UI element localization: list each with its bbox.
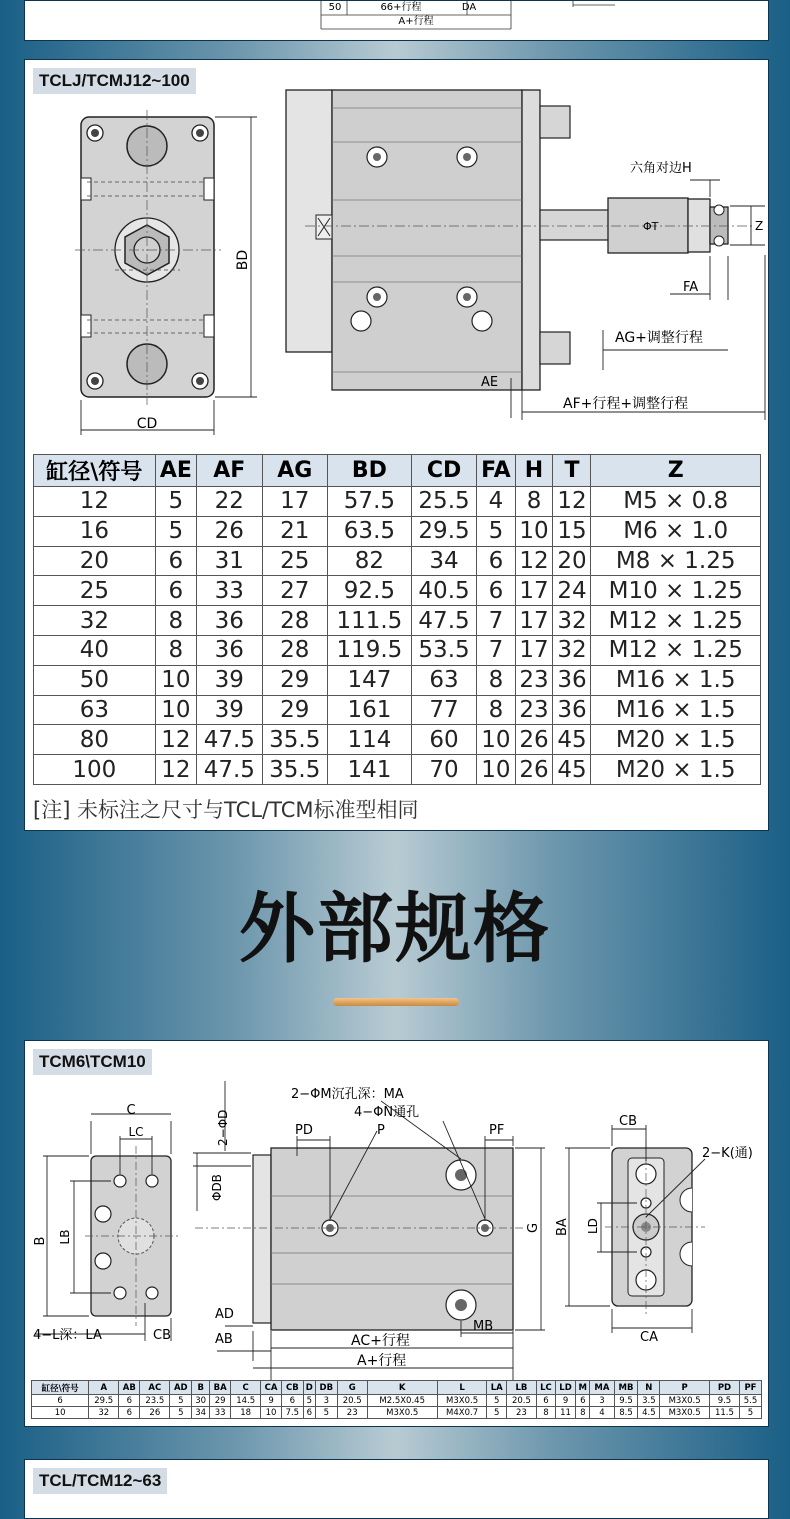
table-cell: 8 (155, 635, 196, 665)
table-cell: 32 (89, 1407, 119, 1419)
section-title: TCLJ/TCMJ12~100 (33, 68, 196, 94)
table-cell: 29 (262, 695, 327, 725)
table-cell: M3X0.5 (660, 1395, 710, 1407)
table-cell: 10 (32, 1407, 89, 1419)
table-cell: 14.5 (231, 1395, 261, 1407)
table-cell: 29 (210, 1395, 231, 1407)
table-cell: 12 (34, 487, 156, 517)
column-header: LD (555, 1381, 575, 1395)
table-cell: 5 (170, 1407, 192, 1419)
table-row (34, 725, 761, 755)
table-row (34, 546, 761, 576)
table-cell: 70 (411, 755, 476, 785)
table-cell: 9 (555, 1395, 575, 1407)
table-cell: 10 (261, 1407, 282, 1419)
table-cell: 8 (477, 665, 515, 695)
z-label: Z (755, 219, 764, 233)
table-cell: 18 (231, 1407, 261, 1419)
table-cell: 5 (170, 1395, 192, 1407)
table-cell: 28 (262, 635, 327, 665)
table-cell: 34 (411, 546, 476, 576)
column-header: FA (477, 455, 515, 487)
column-header: T (553, 455, 591, 487)
table-cell: 161 (328, 695, 412, 725)
section-title: TCL/TCM12~63 (33, 1468, 167, 1494)
a-label: A+行程 (357, 1353, 407, 1369)
table-cell: 26 (515, 725, 553, 755)
table-cell: 32 (34, 606, 156, 636)
table-header-row (34, 455, 761, 487)
mb-label: MB (473, 1319, 494, 1334)
table-cell: 28 (262, 606, 327, 636)
table-cell: M12 × 1.25 (591, 606, 761, 636)
column-header: BD (328, 455, 412, 487)
table-cell: 8.5 (614, 1407, 638, 1419)
table-cell: 8 (536, 1407, 555, 1419)
table-note: [注] 未标注之尺寸与TCL/TCM标准型相同 (33, 798, 419, 822)
table-row (34, 487, 761, 517)
table-cell: 20.5 (337, 1395, 367, 1407)
cd-label: CD (136, 416, 158, 432)
table-cell: 26 (140, 1407, 170, 1419)
table-cell: 5.5 (739, 1395, 761, 1407)
table-cell: 80 (34, 725, 156, 755)
table-cell: 10 (477, 755, 515, 785)
table-cell: 36 (197, 606, 262, 636)
column-header: AC (140, 1381, 170, 1395)
table-cell: 35.5 (262, 755, 327, 785)
column-header: D (303, 1381, 315, 1395)
table-row (32, 1395, 762, 1407)
table-cell: 50 (34, 665, 156, 695)
column-header: K (367, 1381, 437, 1395)
table-cell: 8 (576, 1407, 590, 1419)
table-cell: 9.5 (709, 1395, 739, 1407)
table-cell: 7.5 (281, 1407, 303, 1419)
table-cell: 6 (155, 576, 196, 606)
tcm-front-view (555, 1114, 753, 1345)
db-label: ΦDB (210, 1174, 224, 1201)
ac-label: AC+行程 (351, 1333, 410, 1349)
table-cell: M3X0.5 (660, 1407, 710, 1419)
table-cell: 17 (515, 576, 553, 606)
af-label: AF+行程+调整行程 (563, 396, 689, 412)
table-cell: 10 (515, 516, 553, 546)
table-cell: 31 (197, 546, 262, 576)
table-cell: 23.5 (140, 1395, 170, 1407)
table-cell: 23 (515, 665, 553, 695)
table-cell: 6 (119, 1395, 140, 1407)
table-cell: 23 (515, 695, 553, 725)
table-cell: M2.5X0.45 (367, 1395, 437, 1407)
table-cell: M10 × 1.25 (591, 576, 761, 606)
table-cell: 35.5 (262, 725, 327, 755)
k-label: 2−K(通) (702, 1146, 753, 1161)
table-cell: 6 (303, 1407, 315, 1419)
table-row (34, 755, 761, 785)
hex-label: 六角对边H (630, 161, 692, 176)
table-cell: 40.5 (411, 576, 476, 606)
m-label: 2−ΦM沉孔深：MA (291, 1087, 404, 1102)
table-cell: 10 (155, 665, 196, 695)
top-fragment-panel (24, 0, 769, 41)
table-cell: 32 (553, 606, 591, 636)
column-header: AB (119, 1381, 140, 1395)
section-tcl-panel (24, 1459, 769, 1519)
pd-label: PD (295, 1123, 313, 1138)
column-header: G (337, 1381, 367, 1395)
l-label: 4−L深：LA (33, 1328, 102, 1343)
column-header: M (576, 1381, 590, 1395)
table-row (34, 576, 761, 606)
table-cell: 92.5 (328, 576, 412, 606)
table-cell: M12 × 1.25 (591, 635, 761, 665)
table-cell: 39 (197, 665, 262, 695)
table-cell: 45 (553, 725, 591, 755)
page-heading: 外部规格 (239, 884, 551, 973)
table-cell: 9 (261, 1395, 282, 1407)
table-row (34, 606, 761, 636)
table-cell: 12 (155, 755, 196, 785)
table-cell: M4X0.7 (437, 1407, 487, 1419)
column-header: LB (506, 1381, 536, 1395)
table-cell: 17 (515, 635, 553, 665)
table-cell: 23 (337, 1407, 367, 1419)
ba-label: BA (555, 1218, 570, 1236)
table-cell: 24 (553, 576, 591, 606)
section-title: TCM6\TCM10 (33, 1049, 152, 1075)
bd-label: BD (235, 249, 251, 271)
c-label: C (126, 1103, 136, 1118)
table-cell: 147 (328, 665, 412, 695)
table-cell: 7 (477, 635, 515, 665)
phi-t-label: ΦT (643, 220, 659, 233)
table-cell: 20.5 (506, 1395, 536, 1407)
table-cell: 17 (515, 606, 553, 636)
table-cell: 25 (34, 576, 156, 606)
table-cell: 6 (536, 1395, 555, 1407)
table-cell: 8 (477, 695, 515, 725)
table-cell: 12 (553, 487, 591, 517)
column-header: LA (487, 1381, 507, 1395)
spec-table-tcm (31, 1380, 762, 1419)
table-cell: 4 (590, 1407, 614, 1419)
table-cell: 57.5 (328, 487, 412, 517)
table-cell: 7 (477, 606, 515, 636)
table-cell: 17 (262, 487, 327, 517)
n-label: 4−ΦN通孔 (354, 1105, 420, 1120)
table-cell: 6 (155, 546, 196, 576)
table-cell: 36 (197, 635, 262, 665)
table-cell: 25 (262, 546, 327, 576)
cb-right-label: CB (619, 1114, 637, 1129)
table-row (34, 665, 761, 695)
table-cell: 5 (477, 516, 515, 546)
table-cell: 6 (576, 1395, 590, 1407)
lc-label: LC (128, 1125, 144, 1139)
column-header: MA (590, 1381, 614, 1395)
dim-da: DA (461, 2, 477, 13)
table-cell: 47.5 (197, 725, 262, 755)
g-label: G (526, 1222, 541, 1233)
column-header: AF (197, 455, 262, 487)
b-label: B (33, 1236, 48, 1246)
column-header: 缸径\符号 (34, 455, 156, 487)
table-cell: 141 (328, 755, 412, 785)
table-header-row (32, 1381, 762, 1395)
table-cell: 29.5 (89, 1395, 119, 1407)
column-header: C (231, 1381, 261, 1395)
ca-label: CA (640, 1330, 658, 1345)
p-label: P (377, 1123, 385, 1138)
column-header: CD (411, 455, 476, 487)
column-header: L (437, 1381, 487, 1395)
table-cell: M20 × 1.5 (591, 725, 761, 755)
column-header: BA (210, 1381, 231, 1395)
table-cell: 23 (506, 1407, 536, 1419)
column-header: LC (536, 1381, 555, 1395)
heading-underline (333, 998, 459, 1006)
table-cell: 114 (328, 725, 412, 755)
column-header: N (638, 1381, 660, 1395)
table-cell: 33 (210, 1407, 231, 1419)
table-cell: 21 (262, 516, 327, 546)
table-cell: M16 × 1.5 (591, 665, 761, 695)
table-cell: 32 (553, 635, 591, 665)
table-cell: 36 (553, 695, 591, 725)
column-header: AG (262, 455, 327, 487)
ag-label: AG+调整行程 (615, 330, 703, 346)
table-cell: 47.5 (197, 755, 262, 785)
table-cell: 63 (34, 695, 156, 725)
table-cell: 20 (34, 546, 156, 576)
table-cell: M16 × 1.5 (591, 695, 761, 725)
table-cell: 5 (315, 1407, 337, 1419)
tcm-side-view (193, 1081, 545, 1381)
table-cell: 16 (34, 516, 156, 546)
table-cell: 6 (32, 1395, 89, 1407)
table-cell: 12 (515, 546, 553, 576)
section-tcm-panel (24, 1040, 769, 1427)
dim-66: 66+行程 (380, 2, 422, 13)
table-cell: 15 (553, 516, 591, 546)
ab-label: AB (215, 1332, 233, 1347)
spec-table-tclj (33, 454, 761, 785)
table-cell: 34 (192, 1407, 210, 1419)
tcm-drawing (25, 1041, 770, 1381)
table-cell: M8 × 1.25 (591, 546, 761, 576)
table-cell: 26 (515, 755, 553, 785)
ad-label: AD (215, 1307, 234, 1322)
column-header: 缸径\符号 (32, 1381, 89, 1395)
lb-label: LB (58, 1229, 72, 1245)
ld-label: LD (586, 1218, 600, 1234)
side-view (286, 90, 765, 420)
column-header: B (192, 1381, 210, 1395)
table-cell: 10 (477, 725, 515, 755)
table-cell: 3.5 (638, 1395, 660, 1407)
dim-50: 50 (328, 2, 342, 13)
table-cell: 100 (34, 755, 156, 785)
column-header: MB (614, 1381, 638, 1395)
table-row (34, 635, 761, 665)
column-header: CA (261, 1381, 282, 1395)
column-header: A (89, 1381, 119, 1395)
table-cell: 11 (555, 1407, 575, 1419)
table-cell: 53.5 (411, 635, 476, 665)
column-header: P (660, 1381, 710, 1395)
table-cell: M3X0.5 (367, 1407, 437, 1419)
table-cell: 5 (303, 1395, 315, 1407)
table-cell: 82 (328, 546, 412, 576)
cb-left-label: CB (153, 1328, 171, 1343)
table-cell: M5 × 0.8 (591, 487, 761, 517)
table-cell: 5 (487, 1407, 507, 1419)
table-cell: 11.5 (709, 1407, 739, 1419)
column-header: AD (170, 1381, 192, 1395)
dim-a: A+行程 (398, 16, 434, 27)
ae-label: AE (481, 375, 499, 390)
table-cell: 119.5 (328, 635, 412, 665)
table-cell: M3X0.5 (437, 1395, 487, 1407)
tcm-end-view (33, 1103, 180, 1343)
table-cell: 8 (515, 487, 553, 517)
table-cell: 5 (155, 487, 196, 517)
table-cell: 29 (262, 665, 327, 695)
table-cell: 45 (553, 755, 591, 785)
column-header: H (515, 455, 553, 487)
table-cell: 33 (197, 576, 262, 606)
table-row (34, 695, 761, 725)
column-header: PD (709, 1381, 739, 1395)
table-cell: M20 × 1.5 (591, 755, 761, 785)
table-cell: 39 (197, 695, 262, 725)
column-header: DB (315, 1381, 337, 1395)
table-cell: 10 (155, 695, 196, 725)
table-cell: 111.5 (328, 606, 412, 636)
table-cell: 6 (281, 1395, 303, 1407)
table-cell: 77 (411, 695, 476, 725)
table-cell: M6 × 1.0 (591, 516, 761, 546)
end-view (75, 110, 257, 435)
table-cell: 3 (590, 1395, 614, 1407)
table-cell: 27 (262, 576, 327, 606)
column-header: Z (591, 455, 761, 487)
top-fragment-drawing (25, 1, 770, 42)
table-cell: 5 (487, 1395, 507, 1407)
table-cell: 5 (739, 1407, 761, 1419)
column-header: AE (155, 455, 196, 487)
column-header: PF (739, 1381, 761, 1395)
table-cell: 4.5 (638, 1407, 660, 1419)
table-cell: 9.5 (614, 1395, 638, 1407)
fa-label: FA (683, 280, 699, 295)
table-cell: 36 (553, 665, 591, 695)
table-cell: 26 (197, 516, 262, 546)
table-cell: 25.5 (411, 487, 476, 517)
table-cell: 40 (34, 635, 156, 665)
table-cell: 6 (477, 576, 515, 606)
table-cell: 6 (119, 1407, 140, 1419)
table-cell: 5 (155, 516, 196, 546)
table-cell: 63.5 (328, 516, 412, 546)
table-row (34, 516, 761, 546)
table-cell: 22 (197, 487, 262, 517)
table-cell: 12 (155, 725, 196, 755)
table-cell: 29.5 (411, 516, 476, 546)
table-cell: 20 (553, 546, 591, 576)
pf-label: PF (489, 1123, 505, 1138)
d-label: 2−ΦD (216, 1109, 230, 1146)
section-tclj-panel (24, 59, 769, 831)
column-header: CB (281, 1381, 303, 1395)
table-cell: 60 (411, 725, 476, 755)
table-cell: 6 (477, 546, 515, 576)
table-cell: 4 (477, 487, 515, 517)
table-cell: 8 (155, 606, 196, 636)
tclj-drawing (25, 60, 770, 440)
table-cell: 47.5 (411, 606, 476, 636)
table-row (32, 1407, 762, 1419)
table-cell: 30 (192, 1395, 210, 1407)
table-cell: 3 (315, 1395, 337, 1407)
table-cell: 63 (411, 665, 476, 695)
